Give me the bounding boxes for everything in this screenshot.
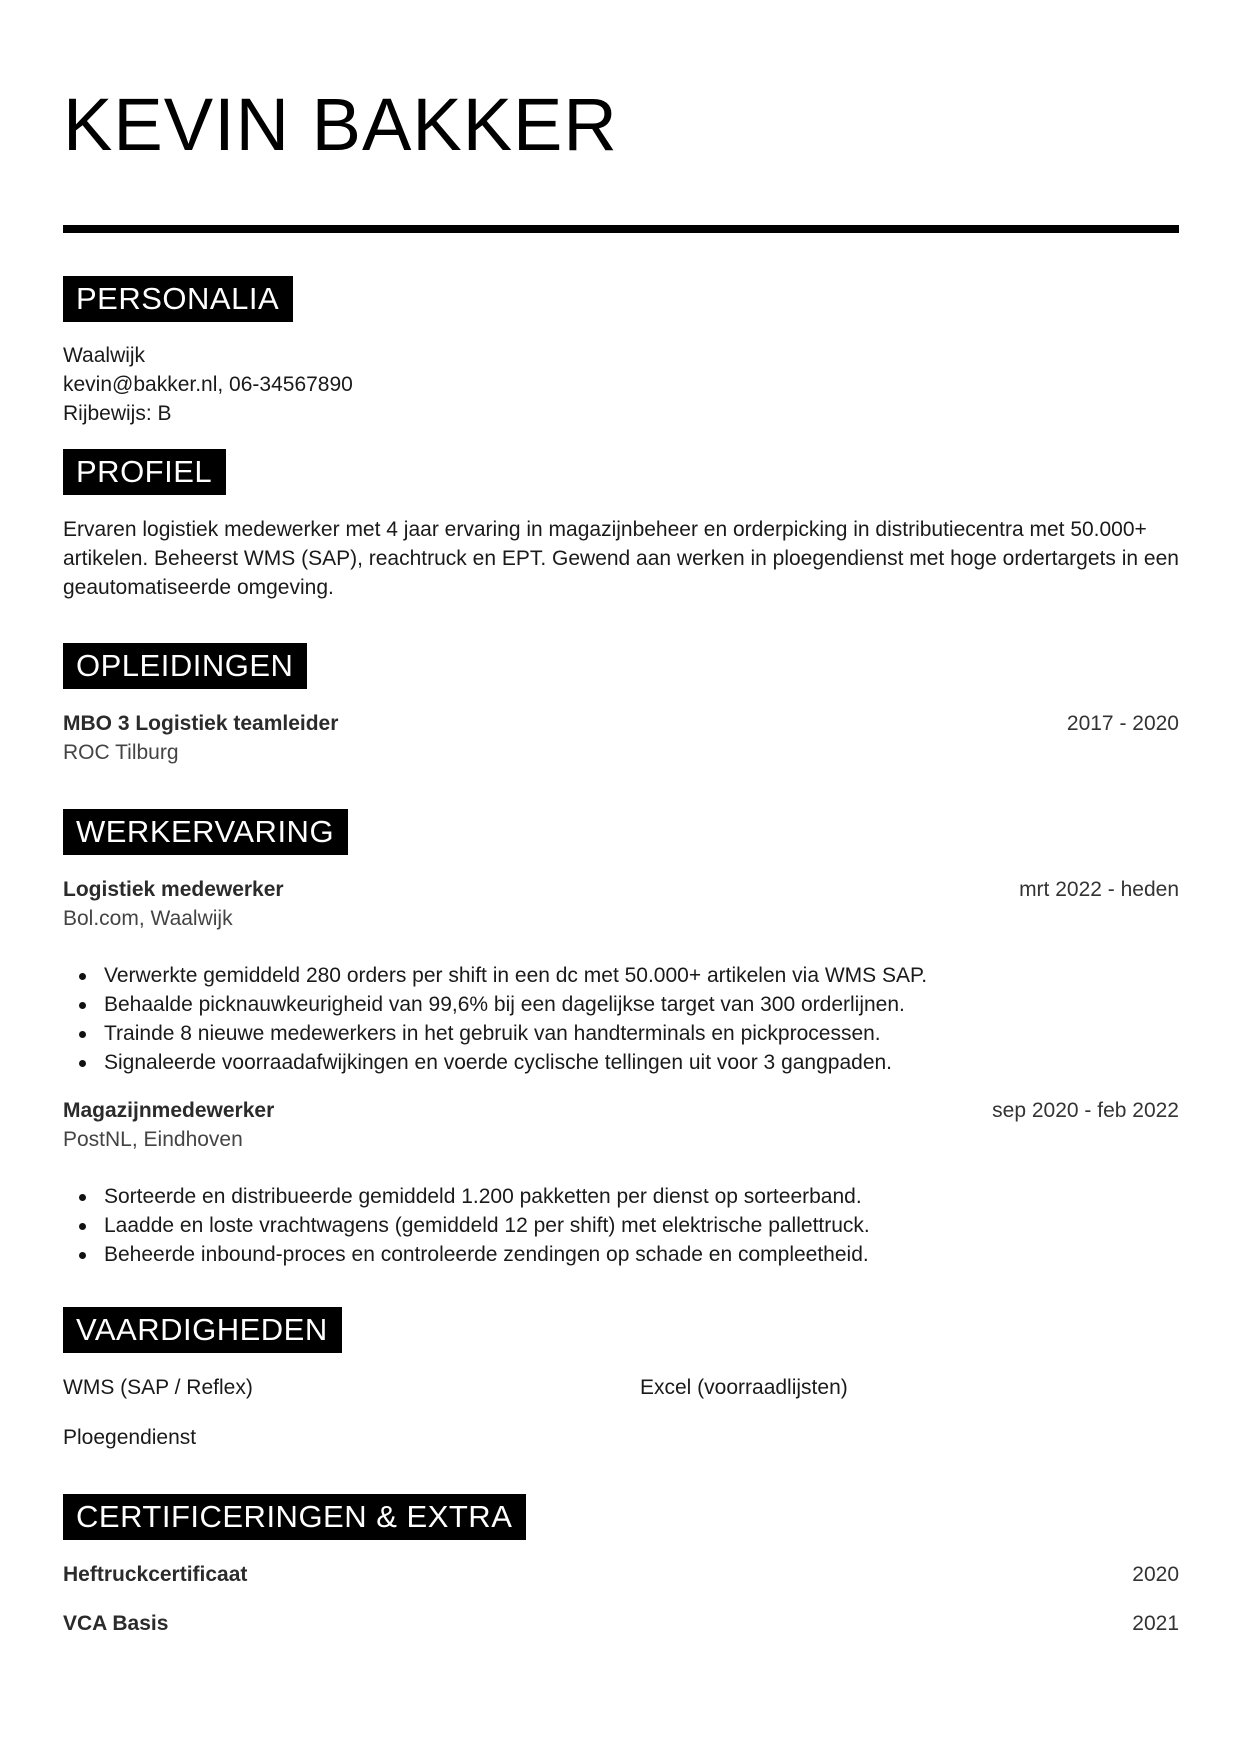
list-item (63, 990, 1179, 1019)
list-item (63, 1240, 1179, 1269)
list-item (63, 1182, 1179, 1211)
bullet-dot (79, 1194, 86, 1201)
education-date: 2017 - 2020 (1066, 712, 1179, 735)
certification-title: Heftruckcertificaat (63, 1563, 248, 1586)
education-title: MBO 3 Logistiek teamleider (63, 712, 339, 735)
education-entry (63, 709, 1179, 738)
skill-item: WMS (SAP / Reflex) (63, 1376, 253, 1399)
bullet-text: Laadde en loste vrachtwagens (gemiddeld 12 per shift) met elektrische pallettruck. (104, 1214, 870, 1237)
certification-entry (63, 1560, 1179, 1589)
section-heading-vaardigheden: VAARDIGHEDEN (63, 1307, 342, 1353)
certification-date: 2020 (1132, 1563, 1179, 1586)
header-divider (63, 225, 1179, 233)
personal-license: Rijbewijs: B (63, 402, 172, 425)
bullet-text: Beheerde inbound-proces en controleerde zendingen op schade en compleetheid. (104, 1243, 869, 1266)
section-heading-personalia: PERSONALIA (63, 276, 293, 322)
bullet-dot (79, 1002, 86, 1009)
job-company: PostNL, Eindhoven (63, 1128, 243, 1151)
job-title: Logistiek medewerker (63, 878, 284, 901)
bullet-dot (79, 973, 86, 980)
section-heading-werkervaring: WERKERVARING (63, 809, 348, 855)
bullet-text: Behaalde picknauwkeurigheid van 99,6% bij een dagelijkse target van 300 orderlijnen. (104, 993, 905, 1016)
job-title: Magazijnmedewerker (63, 1099, 275, 1122)
section-heading-certificeringen: CERTIFICERINGEN & EXTRA (63, 1494, 526, 1540)
profile-text: Ervaren logistiek medewerker met 4 jaar ervaring in magazijnbeheer en orderpicking in distributiecentra met 50.000+ artikelen. Beheerst WMS (SAP), reachtruck en EPT. Gewend aan werken in ploegendienst met hoge ordertargets in een geautomatiseerde omgeving. (63, 518, 1179, 599)
list-item (63, 1211, 1179, 1240)
personal-city: Waalwijk (63, 344, 146, 367)
bullet-dot (79, 1060, 86, 1067)
bullet-text: Sorteerde en distribueerde gemiddeld 1.200 pakketten per dienst op sorteerband. (104, 1185, 862, 1208)
skill-item: Excel (voorraadlijsten) (640, 1376, 848, 1399)
section-heading-opleidingen: OPLEIDINGEN (63, 643, 307, 689)
job-entry (63, 1096, 1179, 1125)
bullet-dot (79, 1223, 86, 1230)
personal-contact: kevin@bakker.nl, 06-34567890 (63, 373, 353, 396)
job-bullet-list (63, 1182, 1179, 1269)
certification-date: 2021 (1132, 1612, 1179, 1635)
job-bullet-list (63, 961, 1179, 1077)
list-item (63, 1019, 1179, 1048)
certification-entry (63, 1609, 1179, 1638)
skill-item: Ploegendienst (63, 1426, 197, 1449)
job-date: sep 2020 - feb 2022 (992, 1099, 1179, 1122)
bullet-text: Verwerkte gemiddeld 280 orders per shift in een dc met 50.000+ artikelen via WMS SAP. (104, 964, 928, 987)
education-school: ROC Tilburg (63, 741, 179, 764)
bullet-text: Trainde 8 nieuwe medewerkers in het gebruik van handterminals en pickprocessen. (104, 1022, 881, 1045)
list-item (63, 1048, 1179, 1077)
bullet-dot (79, 1252, 86, 1259)
list-item (63, 961, 1179, 990)
job-date: mrt 2022 - heden (1019, 878, 1179, 901)
job-entry (63, 875, 1179, 904)
job-company: Bol.com, Waalwijk (63, 907, 233, 930)
bullet-dot (79, 1031, 86, 1038)
certification-title: VCA Basis (63, 1612, 169, 1635)
section-heading-profiel: PROFIEL (63, 449, 226, 495)
candidate-name: KEVIN BAKKER (63, 83, 618, 166)
bullet-text: Signaleerde voorraadafwijkingen en voerde cyclische tellingen uit voor 3 gangpaden. (104, 1051, 893, 1074)
